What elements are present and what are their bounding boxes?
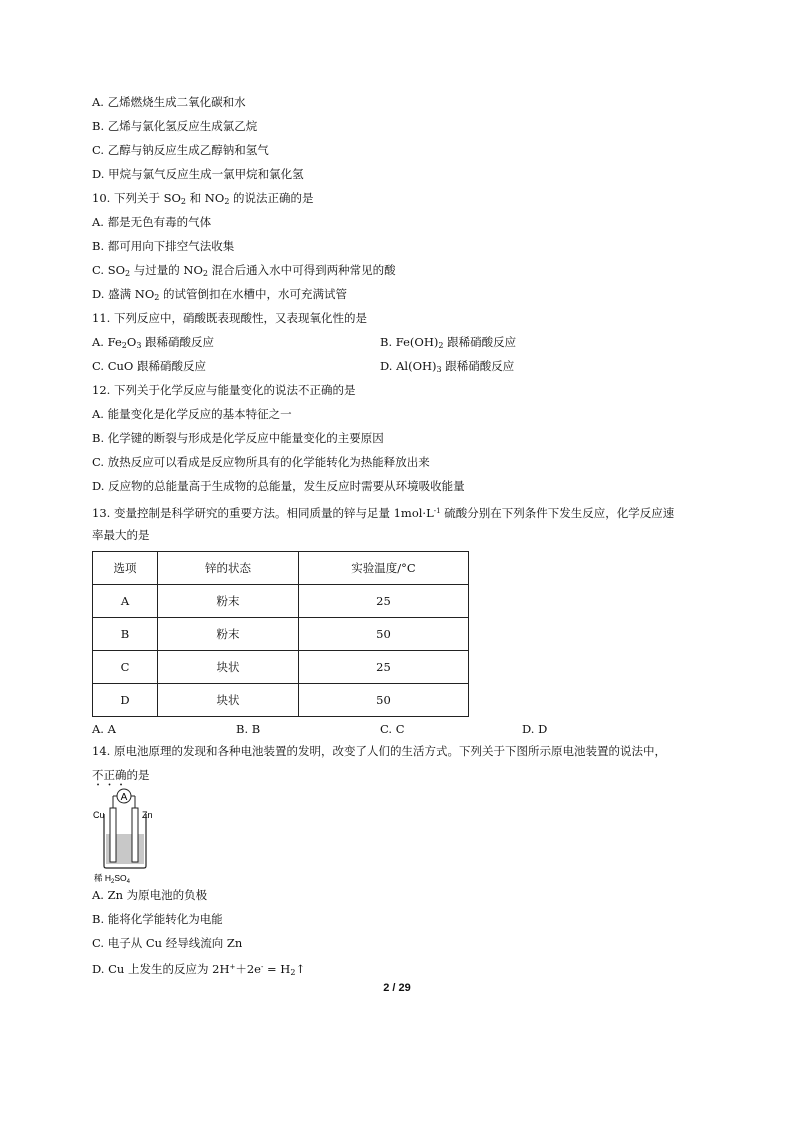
emphasized-text: 不正确 xyxy=(92,768,127,782)
q9-option-d: D. 甲烷与氯气反应生成一氯甲烷和氯化氢 xyxy=(92,167,304,181)
q13-option-b: B. B xyxy=(236,722,261,736)
q11-option-d: D. $Al(OH)_3$ 跟稀硝酸反应 xyxy=(380,359,515,374)
zn-electrode-label: Zn xyxy=(142,810,153,820)
q9-option-c: C. 乙醇与钠反应生成乙醇钠和氢气 xyxy=(92,143,269,157)
table-row xyxy=(93,651,469,684)
table-cell: 粉末 xyxy=(158,585,299,618)
q11-option-a: A. $Fe_2O_3$ 跟稀硝酸反应 xyxy=(92,335,215,350)
q14-option-a: A. Zn 为原电池的负极 xyxy=(92,888,208,902)
q10-option-b: B. 都可用向下排空气法收集 xyxy=(92,239,235,253)
header-zinc-state: 锌的状态 xyxy=(158,552,299,585)
q13-conditions-table xyxy=(92,551,469,717)
q14-stem-continued: 不正确的是 xyxy=(92,768,150,782)
q12-stem: 12. 下列关于化学反应与能量变化的说法不正确的是 xyxy=(92,383,356,397)
table-cell: 25 xyxy=(299,651,469,684)
q13-option-c: C. C xyxy=(380,722,405,736)
q12-option-a: A. 能量变化是化学反应的基本特征之一 xyxy=(92,407,292,421)
q10-option-a: A. 都是无色有毒的气体 xyxy=(92,215,212,229)
table-row xyxy=(93,585,469,618)
table-row xyxy=(93,684,469,717)
q13-option-a: A. A xyxy=(92,722,116,736)
q9-option-a: A. 乙烯燃烧生成二氧化碳和水 xyxy=(92,95,246,109)
cu-electrode xyxy=(110,808,116,862)
q12-option-c: C. 放热反应可以看成是反应物所具有的化学能转化为热能释放出来 xyxy=(92,455,430,469)
electrolyte-label: 稀 $H_2SO_4$ xyxy=(94,873,130,884)
q10-stem: 10. 下列关于 $SO_2$ 和 $NO_2$ 的说法正确的是 xyxy=(92,191,314,206)
q11-option-b: B. $Fe(OH)_2$ 跟稀硝酸反应 xyxy=(380,335,517,350)
q11-option-c: C. CuO 跟稀硝酸反应 xyxy=(92,359,206,373)
table-cell: 50 xyxy=(299,618,469,651)
ammeter-label: A xyxy=(120,792,128,803)
table-cell: 块状 xyxy=(158,684,299,717)
cu-electrode-label: Cu xyxy=(93,810,105,820)
table-header-row xyxy=(93,552,469,585)
q13-option-d: D. D xyxy=(522,722,548,736)
header-option: 选项 xyxy=(93,552,158,585)
q10-option-d: D. 盛满 $NO_2$ 的试管倒扣在水槽中，水可充满试管 xyxy=(92,287,348,302)
table-cell: 50 xyxy=(299,684,469,717)
header-temperature: 实验温度/°C xyxy=(299,552,469,585)
table-cell: B xyxy=(93,618,158,651)
q14-option-d: D. Cu 上发生的反应为 $2H^++2e^- = H_2↑$ xyxy=(92,962,306,977)
table-cell: C xyxy=(93,651,158,684)
q14-option-b: B. 能将化学能转化为电能 xyxy=(92,912,223,926)
table-cell: A xyxy=(93,585,158,618)
table-cell: 块状 xyxy=(158,651,299,684)
table-row xyxy=(93,618,469,651)
q11-stem: 11. 下列反应中，硝酸既表现酸性，又表现氧化性的是 xyxy=(92,311,367,325)
table-cell: 粉末 xyxy=(158,618,299,651)
zn-electrode xyxy=(132,808,138,862)
q13-stem: 13. 变量控制是科学研究的重要方法。相同质量的锌与足量 $1mol\cdot L^{-1}$ 硫酸分别在下列条件下发生反应，化学反应速 xyxy=(92,506,675,520)
table-cell: 25 xyxy=(299,585,469,618)
q14-stem: 14. 原电池原理的发现和各种电池装置的发明，改变了人们的生活方式。下列关于下图所示原电池装置的说法中， xyxy=(92,744,666,758)
q9-option-b: B. 乙烯与氯化氢反应生成氯乙烷 xyxy=(92,119,258,133)
q12-option-b: B. 化学键的断裂与形成是化学反应中能量变化的主要原因 xyxy=(92,431,384,445)
q14-option-c: C. 电子从 Cu 经导线流向 Zn xyxy=(92,936,243,950)
galvanic-cell-diagram xyxy=(92,786,162,884)
q13-stem-continued: 率最大的是 xyxy=(92,528,150,542)
table-cell: D xyxy=(93,684,158,717)
q10-option-c: C. $SO_2$ 与过量的 $NO_2$ 混合后通入水中可得到两种常见的酸 xyxy=(92,263,396,278)
q12-option-d: D. 反应物的总能量高于生成物的总能量，发生反应时需要从环境吸收能量 xyxy=(92,479,465,493)
page-number: 2 / 29 xyxy=(383,982,411,994)
